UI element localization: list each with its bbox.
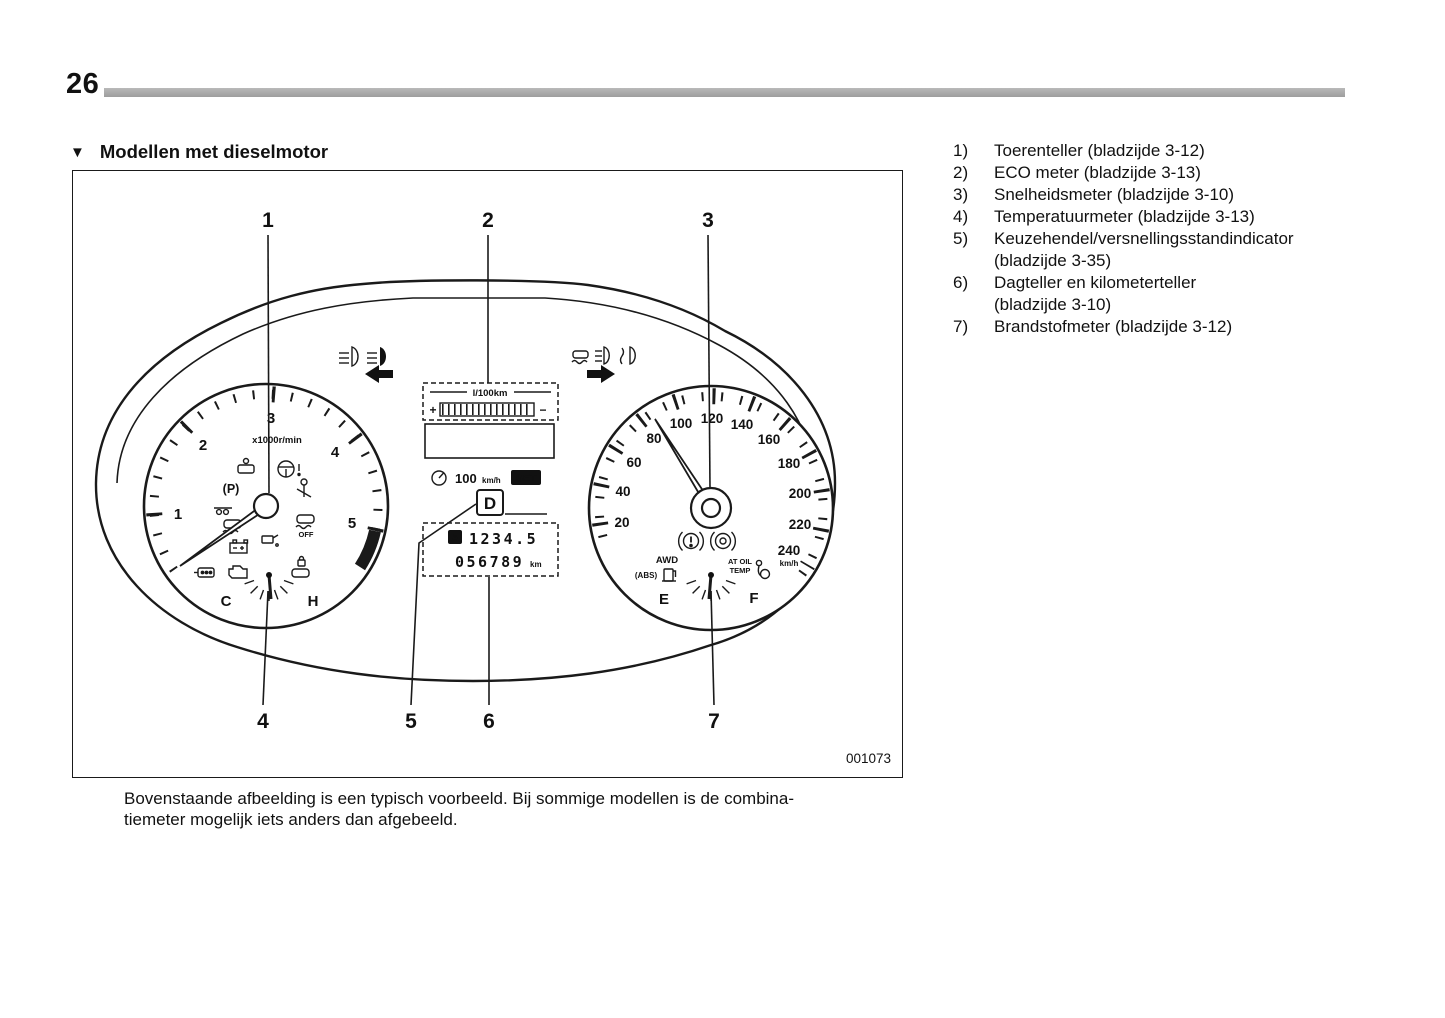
legend-item-number: 7) bbox=[953, 317, 969, 336]
speed-number: 20 bbox=[614, 515, 630, 530]
tach-unit-label: x1000r/min bbox=[252, 435, 302, 446]
trip-mode-label: A bbox=[451, 533, 459, 544]
tach-number: 1 bbox=[173, 506, 183, 523]
tach-number: 5 bbox=[347, 515, 357, 532]
cruise-speed-unit: km/h bbox=[482, 476, 501, 485]
instrument-cluster-figure bbox=[72, 170, 903, 778]
fog-light-icon bbox=[621, 347, 636, 364]
cruise-icon bbox=[432, 471, 446, 485]
callout-5: 5 bbox=[405, 710, 417, 733]
cluster-diagram bbox=[73, 171, 902, 777]
figure-caption bbox=[124, 788, 914, 830]
center-display bbox=[423, 383, 558, 576]
svg-text:OFF: OFF bbox=[298, 530, 314, 539]
vdc-indicator-icon bbox=[572, 351, 588, 364]
legend-item-text: ECO meter (bladzijde 3-13) bbox=[994, 163, 1201, 182]
temperature-needle bbox=[269, 575, 271, 599]
fuel-empty-label: E bbox=[658, 591, 670, 608]
speed-number: 140 bbox=[730, 417, 754, 432]
callout-1: 1 bbox=[262, 209, 274, 232]
legend-item-text: Temperatuurmeter (bladzijde 3-13) bbox=[994, 207, 1255, 226]
headlight-leveler-icon bbox=[595, 347, 609, 364]
legend-item bbox=[953, 206, 1373, 228]
speed-number: 60 bbox=[626, 455, 642, 470]
tach-number: 4 bbox=[330, 444, 340, 461]
odometer-unit: km bbox=[530, 560, 542, 569]
svg-text:AT OIL: AT OIL bbox=[727, 557, 753, 566]
headlight-icon bbox=[367, 347, 386, 366]
speed-number: 120 bbox=[700, 411, 724, 426]
legend-item bbox=[953, 162, 1373, 184]
cruise-set-indicator bbox=[432, 470, 541, 486]
trip-value: 1234.5 bbox=[469, 530, 539, 548]
legend-item-number: 3) bbox=[953, 185, 969, 204]
speed-number: 80 bbox=[646, 431, 662, 446]
legend-item-text-2: (bladzijde 3-10) bbox=[994, 295, 1112, 314]
speed-number: 100 bbox=[669, 416, 693, 431]
legend-item-number: 4) bbox=[953, 207, 969, 226]
display-info-panel bbox=[425, 424, 554, 458]
legend-item-text: Brandstofmeter (bladzijde 3-12) bbox=[994, 317, 1233, 336]
caption-line-1: Bovenstaande afbeelding is een typisch voorbeeld. Bij sommige modellen is de combina- bbox=[124, 789, 794, 808]
speed-number: 220 bbox=[788, 517, 812, 532]
high-beam-icon bbox=[339, 347, 358, 366]
legend-item bbox=[953, 184, 1373, 206]
set-badge-label: SET bbox=[515, 472, 537, 485]
tach-number: 2 bbox=[198, 437, 208, 454]
speed-hub-inner bbox=[702, 499, 720, 517]
legend-item bbox=[953, 272, 1373, 316]
at-oil-temp-indicator bbox=[728, 557, 752, 575]
abs-icon: (ABS) bbox=[634, 571, 658, 580]
legend-item bbox=[953, 228, 1373, 272]
legend-item bbox=[953, 316, 1373, 338]
gear-value: D bbox=[483, 494, 497, 513]
speed-unit-label: km/h bbox=[779, 559, 799, 568]
left-turn-signal-icon bbox=[365, 365, 393, 383]
speed-number: 180 bbox=[777, 456, 801, 471]
legend-list bbox=[953, 140, 1373, 338]
tach-hub bbox=[254, 494, 278, 518]
gear-indicator bbox=[477, 490, 547, 515]
callout-7: 7 bbox=[708, 710, 720, 733]
section-marker-icon: ▼ bbox=[70, 143, 85, 161]
page-number: 26 bbox=[66, 68, 100, 100]
odometer-display bbox=[423, 523, 558, 576]
speed-number: 200 bbox=[788, 486, 812, 501]
temp-cold-label: C bbox=[220, 593, 232, 610]
legend-item-number: 2) bbox=[953, 163, 969, 182]
legend-item bbox=[953, 140, 1373, 162]
legend-item-number: 6) bbox=[953, 273, 969, 292]
eco-plus-label: + bbox=[429, 403, 437, 417]
header-rule bbox=[104, 88, 1345, 97]
eco-unit-label: l/100km bbox=[472, 388, 508, 399]
svg-text:TEMP: TEMP bbox=[729, 566, 751, 575]
legend-item-text: Snelheidsmeter (bladzijde 3-10) bbox=[994, 185, 1235, 204]
legend-item-number: 5) bbox=[953, 229, 969, 248]
fuel-full-label: F bbox=[749, 590, 759, 607]
eco-meter bbox=[423, 383, 558, 420]
legend-item-text: Dagteller en kilometerteller bbox=[994, 273, 1197, 292]
section-heading bbox=[70, 141, 328, 163]
right-turn-signal-icon bbox=[587, 365, 615, 383]
eco-minus-label: − bbox=[539, 403, 547, 417]
caption-line-2: tiemeter mogelijk iets anders dan afgebeeld. bbox=[124, 810, 458, 829]
parking-brake-icon: (P) bbox=[222, 482, 240, 496]
section-title: Modellen met dieselmotor bbox=[99, 141, 329, 162]
legend-item-number: 1) bbox=[953, 141, 969, 160]
callout-6: 6 bbox=[483, 710, 495, 733]
odometer-value: 056789 bbox=[455, 553, 525, 571]
speed-number: 240 bbox=[777, 543, 801, 558]
temp-hot-label: H bbox=[307, 593, 319, 610]
top-indicator-row bbox=[339, 347, 635, 383]
tach-number: 3 bbox=[266, 410, 276, 427]
figure-code: 001073 bbox=[845, 751, 891, 766]
callout-2: 2 bbox=[482, 209, 494, 232]
tachometer bbox=[144, 384, 388, 628]
legend-item-text: Toerenteller (bladzijde 3-12) bbox=[994, 141, 1205, 160]
speed-number: 40 bbox=[615, 484, 631, 499]
callout-4: 4 bbox=[257, 710, 269, 733]
callout-3: 3 bbox=[702, 209, 714, 232]
legend-item-text-2: (bladzijde 3-35) bbox=[994, 251, 1112, 270]
cruise-speed-value: 100 bbox=[455, 471, 477, 486]
speed-number: 160 bbox=[757, 432, 781, 447]
awd-indicator: AWD bbox=[655, 555, 679, 566]
legend-item-text: Keuzehendel/versnellingsstandindicator bbox=[994, 229, 1294, 248]
